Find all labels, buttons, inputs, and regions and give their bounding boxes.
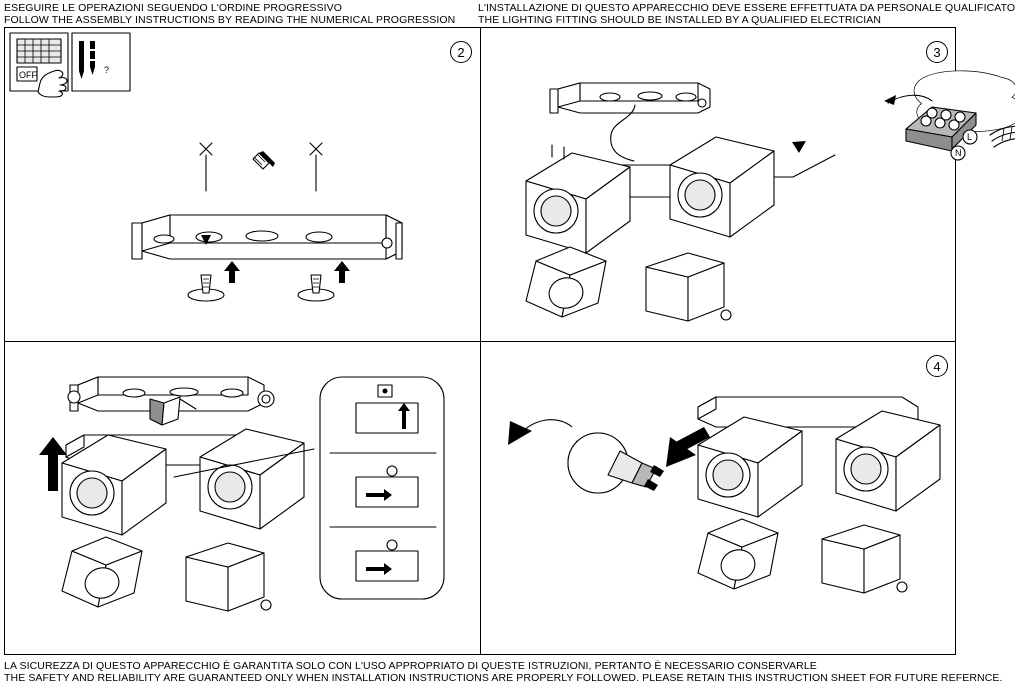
panel-step-3 [480,27,973,341]
panel-step-4 [480,341,956,655]
header-right [478,2,1015,26]
step-number-3: 3 [926,41,948,63]
header-right-line-2: THE LIGHTING FITTING SHOULD BE INSTALLED BY A QUALIFIED ELECTRICIAN [478,14,882,26]
wire-label-N: N [955,148,962,158]
step-number-2: 2 [450,41,472,63]
panel-2-artwork [480,27,973,341]
panel-4-artwork [480,341,956,655]
question-mark-icon: ? [104,65,110,75]
header-left-line-1: ESEGUIRE LE OPERAZIONI SEGUENDO L'ORDINE PROGRESSIVO [4,2,343,14]
panel-1-artwork [4,27,480,341]
header-right-line-1: L'INSTALLAZIONE DI QUESTO APPARECCHIO DEVE ESSERE EFFETTUATA DA PERSONALE QUALIFICATO [478,2,1015,14]
panel-mounting-detail [4,341,480,655]
panel-step-2 [4,27,480,341]
step-number-4: 4 [926,355,948,377]
header-left-line-2: FOLLOW THE ASSEMBLY INSTRUCTIONS BY READING THE NUMERICAL PROGRESSION [4,14,456,26]
header-left [4,2,455,26]
footer-line-2: THE SAFETY AND RELIABILITY ARE GUARANTEED ONLY WHEN INSTALLATION INSTRUCTIONS ARE PROPERLY FOLLOWED. PLEASE RETAIN THIS INSTRUCTION SHEET FOR FUTURE REFERNCE. [4,672,1003,684]
panel-3-artwork [4,341,480,655]
wire-label-L: L [967,132,973,142]
footer-line-1: LA SICUREZZA DI QUESTO APPARECCHIO È GARANTITA SOLO CON L'USO APPROPRIATO DI QUESTE ISTRUZIONI, PERTANTO È NECESSARIO CONSERVARLE [4,660,817,672]
breaker-off-label: OFF [19,70,37,80]
